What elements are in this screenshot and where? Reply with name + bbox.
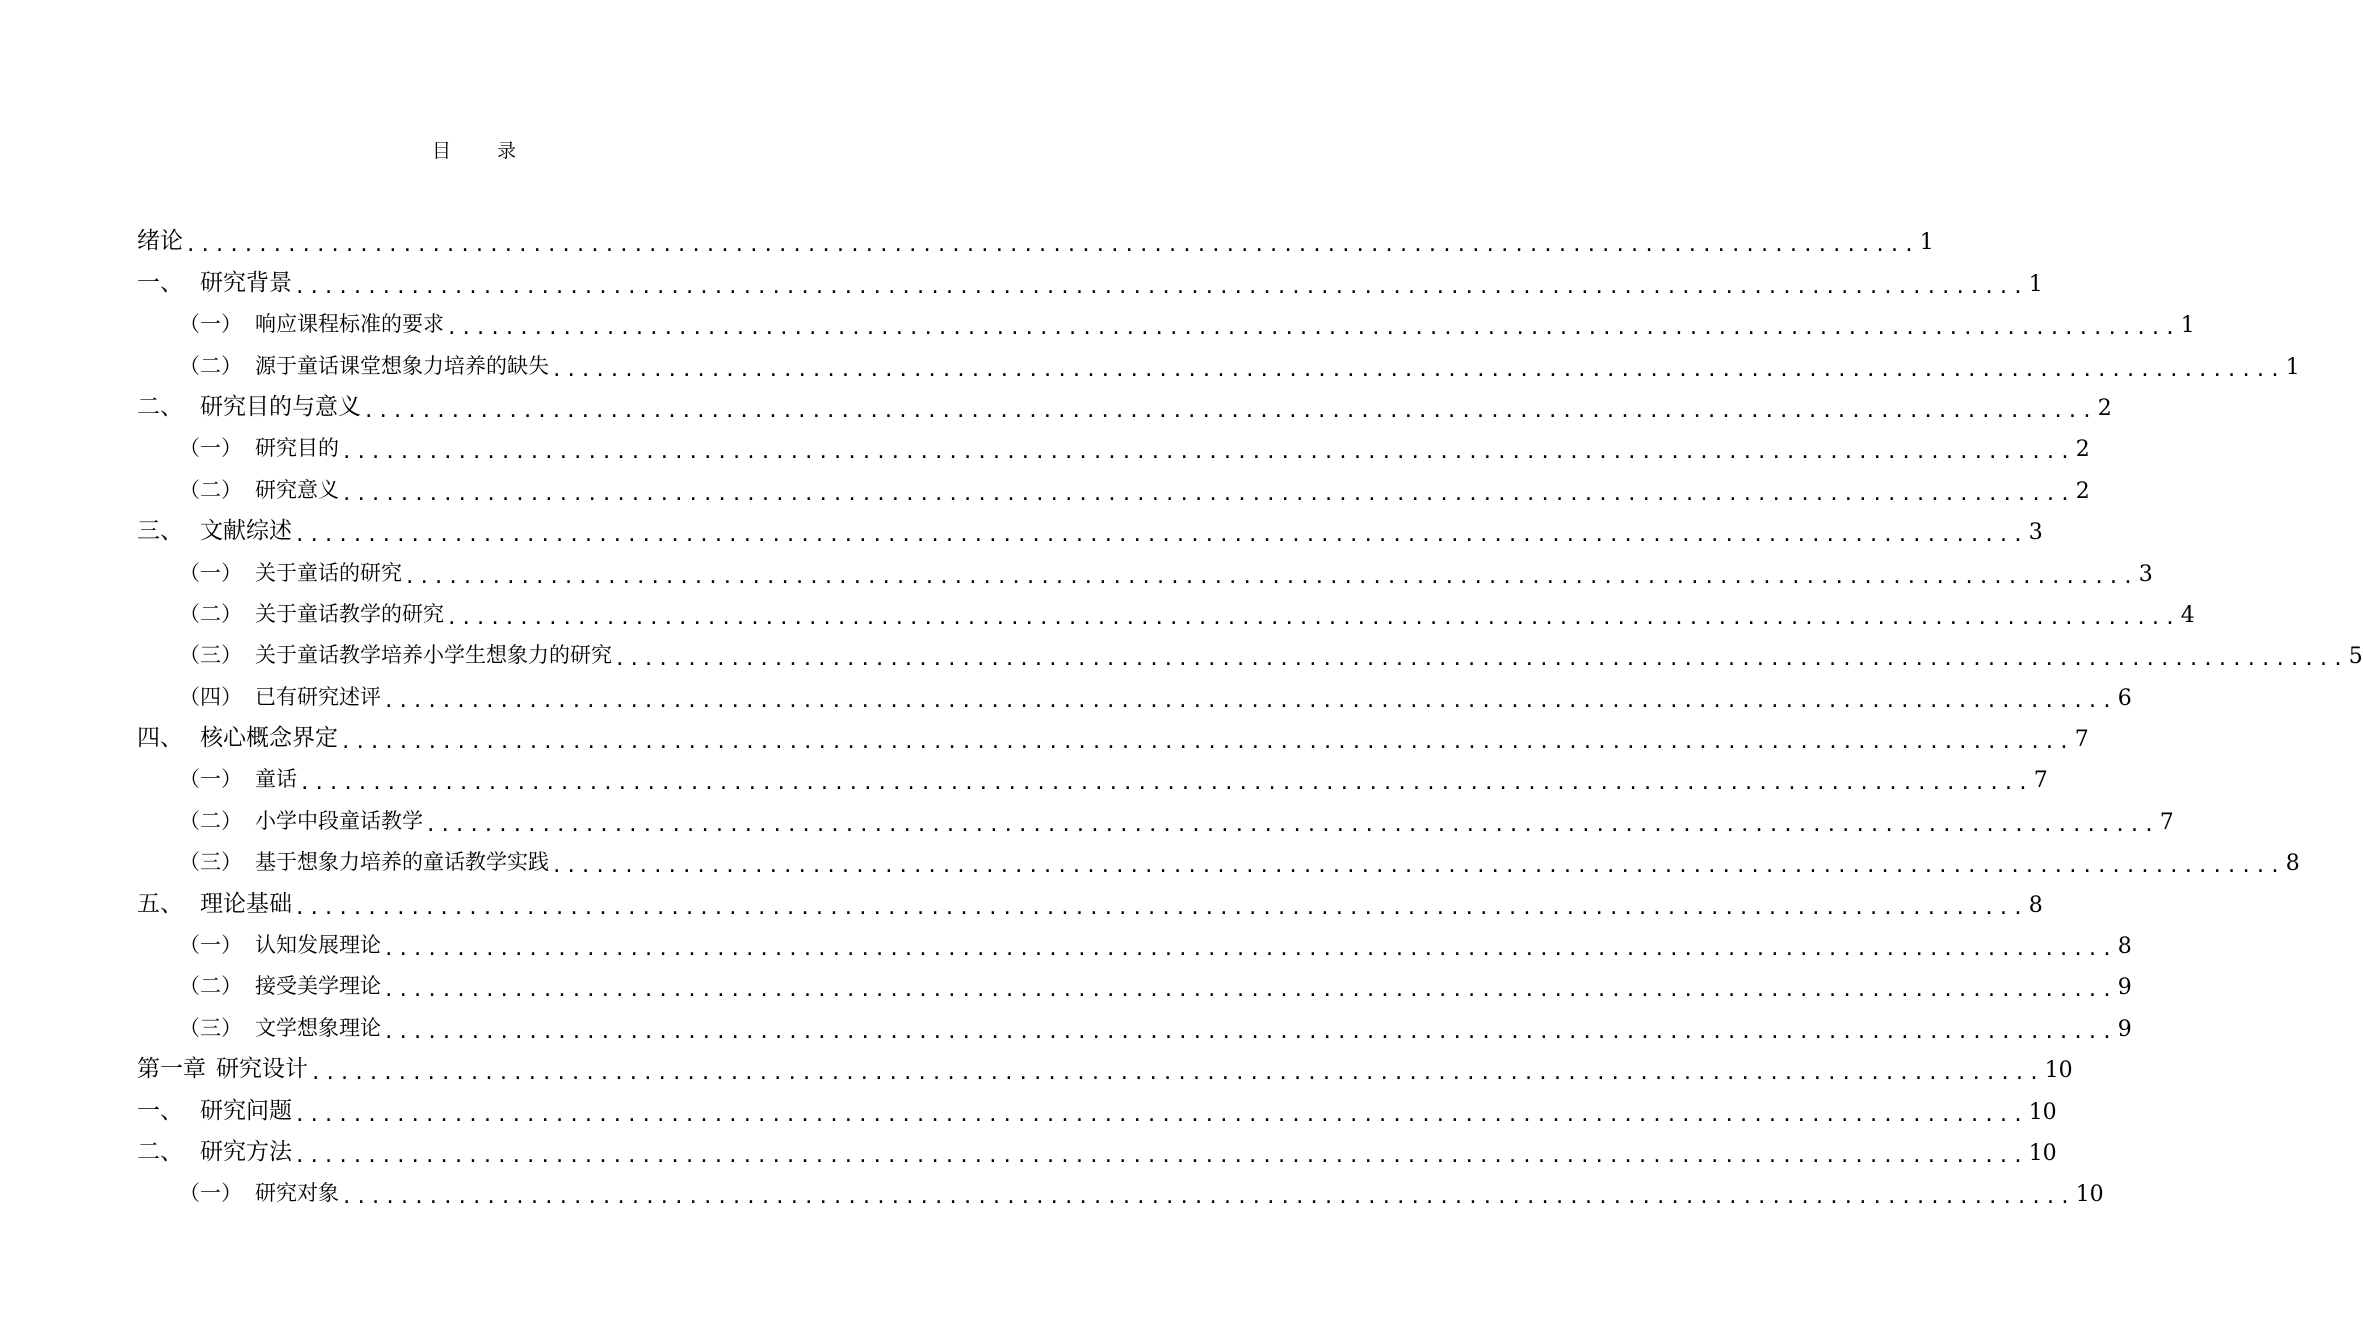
table-of-contents	[137, 214, 2363, 1209]
dot-leader: ........................................................................................................................	[185, 234, 1918, 257]
toc-entry-page: 8	[2028, 892, 2043, 918]
toc-entry-text: 研究对象	[255, 1181, 339, 1206]
toc-entry-label	[179, 929, 381, 959]
toc-entry[interactable]	[137, 214, 1934, 257]
toc-entry-label	[137, 264, 292, 297]
toc-entry-number: （三）	[179, 850, 242, 875]
toc-entry-label	[137, 1092, 292, 1125]
toc-entry-page: 9	[2117, 1016, 2132, 1042]
toc-entry-label	[179, 432, 339, 462]
toc-entry-label	[137, 1133, 292, 1166]
toc-entry[interactable]	[137, 793, 2174, 836]
toc-entry[interactable]	[137, 1125, 2057, 1167]
toc-entry-page: 7	[2074, 727, 2089, 753]
toc-entry-text: 响应课程标准的要求	[255, 312, 444, 337]
toc-entry-number: （一）	[179, 560, 242, 585]
toc-entry-number: 三、	[137, 518, 183, 545]
toc-entry-label	[179, 1012, 381, 1042]
toc-entry[interactable]	[137, 255, 2043, 298]
dot-leader: ........................................................................................................................	[363, 399, 2096, 422]
toc-entry-number: （二）	[179, 353, 242, 378]
toc-entry-label	[179, 681, 381, 711]
toc-entry-number: （二）	[179, 974, 242, 999]
toc-entry[interactable]	[137, 669, 2132, 712]
toc-entry[interactable]	[137, 462, 2090, 505]
toc-entry-page: 10	[2044, 1058, 2073, 1084]
toc-entry-number: （一）	[179, 1181, 242, 1206]
dot-leader: ........................................................................................................................	[383, 1020, 2116, 1043]
dot-leader: ........................................................................................................................	[614, 648, 2347, 671]
toc-entry-text: 研究意义	[255, 477, 339, 502]
toc-entry-label	[179, 970, 381, 1000]
toc-entry-text: 童话	[255, 767, 297, 792]
toc-entry-text: 文学想象理论	[255, 1015, 381, 1040]
toc-entry-text: 文献综述	[200, 518, 292, 545]
toc-entry-page: 1	[2180, 313, 2195, 339]
toc-entry-text: 研究目的	[255, 436, 339, 461]
toc-entry-number: （一）	[179, 436, 242, 461]
toc-entry-page: 7	[2033, 768, 2048, 794]
dot-leader: ........................................................................................................................	[294, 275, 2027, 298]
toc-entry-number: 二、	[137, 393, 183, 420]
toc-entry[interactable]	[137, 587, 2195, 629]
toc-entry-label	[179, 805, 423, 835]
toc-entry-page: 10	[2075, 1182, 2104, 1208]
toc-entry-page: 10	[2028, 1140, 2057, 1166]
dot-leader: ........................................................................................................................	[294, 1103, 2027, 1126]
toc-entry-page: 2	[2075, 478, 2090, 504]
toc-entry-label	[179, 763, 297, 793]
toc-entry-label	[179, 639, 612, 669]
dot-leader: ........................................................................................................................	[446, 606, 2179, 629]
toc-entry[interactable]	[137, 338, 2300, 381]
toc-entry-label	[137, 222, 183, 255]
toc-entry-number: （三）	[179, 643, 242, 668]
toc-entry-number: （三）	[179, 1015, 242, 1040]
toc-entry-page: 1	[2285, 354, 2300, 380]
toc-entry-text: 关于童话的研究	[255, 560, 402, 585]
toc-entry-text: 认知发展理论	[255, 933, 381, 958]
toc-entry-number: （一）	[179, 933, 242, 958]
dot-leader: ........................................................................................................................	[551, 855, 2284, 878]
page-title: 目 录	[431, 140, 519, 162]
toc-entry-number: （二）	[179, 808, 242, 833]
toc-entry[interactable]	[137, 297, 2195, 340]
toc-entry-label	[179, 350, 549, 380]
toc-entry-label	[179, 308, 444, 338]
dot-leader: ........................................................................................................................	[294, 896, 2027, 919]
dot-leader: ........................................................................................................................	[551, 358, 2284, 381]
toc-entry[interactable]	[137, 421, 2090, 464]
toc-entry-page: 8	[2117, 934, 2132, 960]
toc-entry-number: （四）	[179, 684, 242, 709]
toc-entry-text: 研究背景	[200, 269, 292, 296]
toc-entry-page: 7	[2159, 809, 2174, 835]
toc-entry-text: 关于童话教学的研究	[255, 601, 444, 626]
toc-entry[interactable]	[137, 959, 2132, 1002]
toc-entry[interactable]	[137, 628, 2363, 671]
toc-entry-label	[179, 1177, 339, 1207]
toc-entry[interactable]	[137, 1166, 2104, 1209]
toc-entry-text: 接受美学理论	[255, 974, 381, 999]
dot-leader: ........................................................................................................................	[341, 441, 2074, 464]
toc-entry-label	[137, 885, 292, 918]
toc-entry-number: 二、	[137, 1138, 183, 1165]
toc-entry-text: 理论基础	[200, 890, 292, 917]
toc-entry[interactable]	[137, 876, 2043, 919]
dot-leader: ........................................................................................................................	[425, 813, 2158, 836]
toc-entry[interactable]	[137, 1000, 2132, 1043]
dot-leader: ........................................................................................................................	[341, 482, 2074, 505]
toc-entry-text: 研究设计	[216, 1056, 308, 1083]
toc-entry-number: 一、	[137, 1097, 183, 1124]
toc-entry[interactable]	[137, 835, 2300, 878]
toc-entry-page: 3	[2138, 561, 2153, 587]
toc-entry[interactable]	[137, 711, 2089, 754]
toc-entry-text: 核心概念界定	[200, 725, 338, 752]
toc-entry-text: 基于想象力培养的童话教学实践	[255, 850, 549, 875]
toc-entry-page: 2	[2075, 437, 2090, 463]
toc-entry-text: 关于童话教学培养小学生想象力的研究	[255, 643, 612, 668]
toc-entry-page: 10	[2028, 1099, 2057, 1125]
toc-entry-page: 9	[2117, 975, 2132, 1001]
toc-entry-number: 五、	[137, 890, 183, 917]
toc-entry-label	[137, 512, 292, 545]
toc-entry-page: 2	[2097, 395, 2112, 421]
toc-entry-label	[179, 474, 339, 504]
dot-leader: ........................................................................................................................	[383, 689, 2116, 712]
dot-leader: ........................................................................................................................	[341, 1186, 2074, 1209]
toc-entry-number: （一）	[179, 767, 242, 792]
dot-leader: ........................................................................................................................	[446, 317, 2179, 340]
toc-entry-number: 四、	[137, 725, 183, 752]
toc-entry-number: （二）	[179, 477, 242, 502]
toc-entry-page: 1	[1919, 230, 1934, 256]
toc-entry-page: 8	[2285, 851, 2300, 877]
toc-entry-label	[179, 557, 402, 587]
toc-entry[interactable]	[137, 545, 2153, 588]
toc-entry-label	[179, 846, 549, 876]
dot-leader: ........................................................................................................................	[340, 731, 2073, 754]
toc-entry[interactable]	[137, 1083, 2057, 1126]
toc-entry-number: （二）	[179, 601, 242, 626]
dot-leader: ........................................................................................................................	[310, 1062, 2043, 1085]
toc-entry-number: 第一章	[137, 1056, 206, 1083]
dot-leader: ........................................................................................................................	[383, 979, 2116, 1002]
toc-entry-label	[137, 719, 338, 752]
toc-entry-text: 源于童话课堂想象力培养的缺失	[255, 353, 549, 378]
toc-entry-label	[137, 1050, 308, 1083]
toc-entry-page: 3	[2028, 520, 2043, 546]
toc-entry-text: 小学中段童话教学	[255, 808, 423, 833]
toc-entry[interactable]	[137, 918, 2132, 961]
toc-entry-text: 研究目的与意义	[200, 393, 361, 420]
toc-entry-label	[137, 388, 361, 421]
toc-entry-page: 4	[2180, 602, 2195, 628]
toc-entry-page: 5	[2348, 644, 2363, 670]
toc-entry[interactable]	[137, 504, 2043, 547]
toc-entry-text: 绪论	[137, 228, 183, 255]
toc-entry-label	[179, 598, 444, 628]
toc-entry-text: 已有研究述评	[255, 684, 381, 709]
toc-entry-text: 研究方法	[200, 1138, 292, 1165]
toc-entry-page: 1	[2028, 271, 2043, 297]
dot-leader: ........................................................................................................................	[294, 524, 2027, 547]
dot-leader: ........................................................................................................................	[383, 938, 2116, 961]
toc-entry[interactable]	[137, 380, 2112, 422]
toc-entry[interactable]	[137, 1042, 2073, 1085]
toc-entry[interactable]	[137, 752, 2048, 795]
dot-leader: ........................................................................................................................	[299, 772, 2032, 795]
toc-entry-number: 一、	[137, 269, 183, 296]
toc-entry-page: 6	[2117, 685, 2132, 711]
toc-entry-text: 研究问题	[200, 1097, 292, 1124]
dot-leader: ........................................................................................................................	[294, 1144, 2027, 1167]
toc-entry-number: （一）	[179, 312, 242, 337]
dot-leader: ........................................................................................................................	[404, 565, 2137, 588]
